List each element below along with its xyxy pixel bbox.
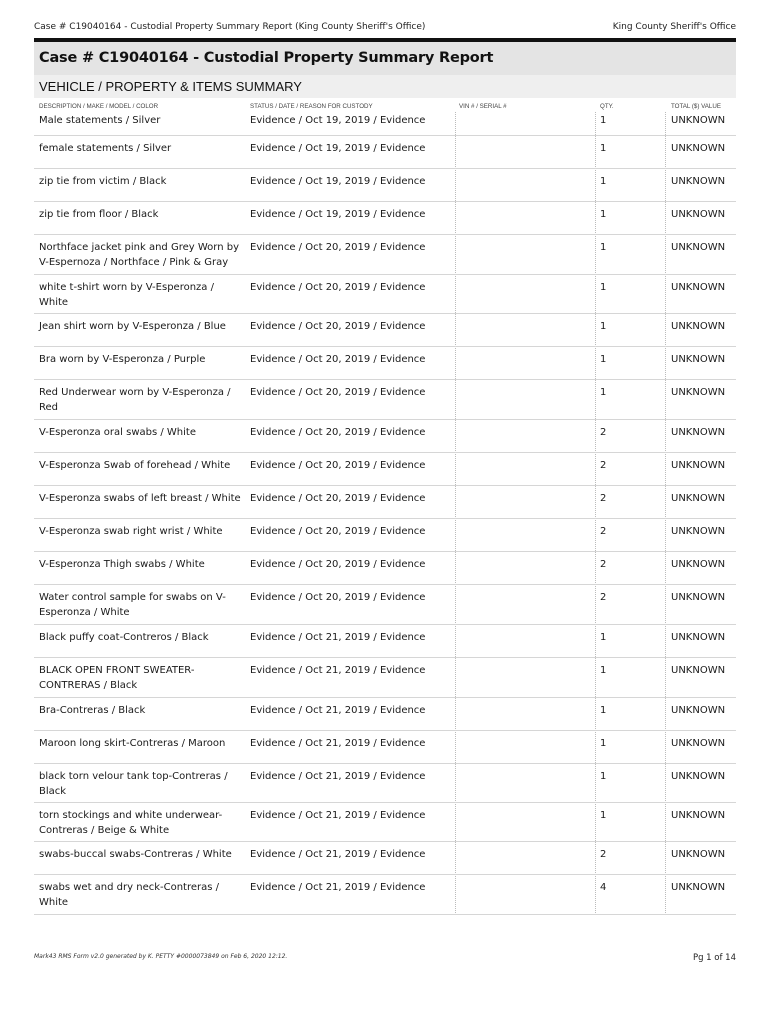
cell-qty: 1 xyxy=(600,771,607,782)
cell-status: Evidence / Oct 21, 2019 / Evidence xyxy=(250,665,426,676)
table-row xyxy=(34,519,736,552)
running-header-left: Case # C19040164 - Custodial Property Summary Report (King County Sheriff's Office) xyxy=(34,22,426,32)
table-row xyxy=(34,169,736,202)
section-title: VEHICLE / PROPERTY & ITEMS SUMMARY xyxy=(39,79,302,94)
table-row xyxy=(34,658,736,698)
table-row xyxy=(34,764,736,803)
cell-qty: 1 xyxy=(600,176,607,187)
table-row xyxy=(34,347,736,380)
cell-total-value: UNKNOWN xyxy=(671,632,726,643)
table-row xyxy=(34,202,736,235)
table-row xyxy=(34,552,736,585)
cell-total-value: UNKNOWN xyxy=(671,849,726,860)
cell-status: Evidence / Oct 20, 2019 / Evidence xyxy=(250,427,426,438)
cell-description: Black puffy coat-Contreros / Black xyxy=(39,632,209,643)
cell-qty: 1 xyxy=(600,738,607,749)
cell-qty: 1 xyxy=(600,705,607,716)
cell-description: swabs wet and dry neck-Contreras / White xyxy=(39,882,220,908)
cell-total-value: UNKNOWN xyxy=(671,242,726,253)
table-row xyxy=(34,314,736,347)
column-header-qty: QTY. xyxy=(600,103,614,110)
cell-description: Red Underwear worn by V-Esperonza / Red xyxy=(39,387,231,413)
column-header-status: STATUS / DATE / REASON FOR CUSTODY xyxy=(250,103,373,110)
cell-description: zip tie from victim / Black xyxy=(39,176,167,187)
table-row xyxy=(34,698,736,731)
page-number: Pg 1 of 14 xyxy=(692,953,736,963)
section-band xyxy=(34,75,736,98)
cell-qty: 1 xyxy=(600,282,607,293)
table-row xyxy=(34,842,736,875)
cell-status: Evidence / Oct 19, 2019 / Evidence xyxy=(250,209,426,220)
table-row xyxy=(34,731,736,764)
cell-qty: 2 xyxy=(600,493,607,504)
property-table xyxy=(34,98,736,915)
cell-status: Evidence / Oct 20, 2019 / Evidence xyxy=(250,242,426,253)
footer-generated-note: Mark43 RMS Form v2.0 generated by K. PETTY #0000073849 on Feb 6, 2020 12:12. xyxy=(34,953,288,960)
cell-description: Bra-Contreras / Black xyxy=(39,705,146,716)
cell-qty: 2 xyxy=(600,526,607,537)
cell-description: Northface jacket pink and Grey Worn by V-Espernoza / Northface / Pink & Gray xyxy=(39,242,239,268)
cell-qty: 1 xyxy=(600,321,607,332)
cell-description: Bra worn by V-Esperonza / Purple xyxy=(39,354,206,365)
cell-total-value: UNKNOWN xyxy=(671,427,726,438)
table-row xyxy=(34,275,736,314)
cell-qty: 2 xyxy=(600,592,607,603)
cell-status: Evidence / Oct 19, 2019 / Evidence xyxy=(250,143,426,154)
cell-qty: 1 xyxy=(600,387,607,398)
cell-status: Evidence / Oct 20, 2019 / Evidence xyxy=(250,592,426,603)
cell-total-value: UNKNOWN xyxy=(671,143,726,154)
cell-status: Evidence / Oct 20, 2019 / Evidence xyxy=(250,354,426,365)
cell-total-value: UNKNOWN xyxy=(671,592,726,603)
cell-description: black torn velour tank top-Contreras / Black xyxy=(39,771,228,797)
cell-description: V-Esperonza Thigh swabs / White xyxy=(39,559,205,570)
table-body xyxy=(34,112,736,915)
table-row xyxy=(34,803,736,842)
cell-total-value: UNKNOWN xyxy=(671,559,726,570)
cell-qty: 1 xyxy=(600,354,607,365)
cell-description: Water control sample for swabs on V-Esperonza / White xyxy=(39,592,226,618)
table-row xyxy=(34,453,736,486)
cell-total-value: UNKNOWN xyxy=(671,321,726,332)
cell-status: Evidence / Oct 20, 2019 / Evidence xyxy=(250,387,426,398)
cell-status: Evidence / Oct 19, 2019 / Evidence xyxy=(250,115,426,126)
cell-total-value: UNKNOWN xyxy=(671,282,726,293)
cell-status: Evidence / Oct 21, 2019 / Evidence xyxy=(250,771,426,782)
cell-total-value: UNKNOWN xyxy=(671,882,726,893)
cell-description: white t-shirt worn by V-Esperonza / White xyxy=(39,282,214,308)
cell-total-value: UNKNOWN xyxy=(671,493,726,504)
cell-total-value: UNKNOWN xyxy=(671,460,726,471)
cell-status: Evidence / Oct 21, 2019 / Evidence xyxy=(250,849,426,860)
cell-qty: 1 xyxy=(600,143,607,154)
cell-description: zip tie from floor / Black xyxy=(39,209,159,220)
cell-qty: 2 xyxy=(600,849,607,860)
cell-status: Evidence / Oct 20, 2019 / Evidence xyxy=(250,493,426,504)
cell-description: V-Esperonza swab right wrist / White xyxy=(39,526,223,537)
running-header xyxy=(34,22,736,38)
table-row xyxy=(34,420,736,453)
table-row xyxy=(34,380,736,420)
cell-qty: 1 xyxy=(600,632,607,643)
cell-total-value: UNKNOWN xyxy=(671,354,726,365)
cell-status: Evidence / Oct 21, 2019 / Evidence xyxy=(250,810,426,821)
cell-total-value: UNKNOWN xyxy=(671,526,726,537)
table-row xyxy=(34,112,736,136)
table-row xyxy=(34,136,736,169)
cell-description: Maroon long skirt-Contreras / Maroon xyxy=(39,738,226,749)
cell-total-value: UNKNOWN xyxy=(671,665,726,676)
cell-description: BLACK OPEN FRONT SWEATER-CONTRERAS / Black xyxy=(39,665,195,691)
cell-qty: 2 xyxy=(600,427,607,438)
cell-description: Male statements / Silver xyxy=(39,115,161,126)
table-row xyxy=(34,875,736,915)
cell-description: V-Esperonza oral swabs / White xyxy=(39,427,196,438)
page-title: Case # C19040164 - Custodial Property Summary Report xyxy=(39,50,494,66)
title-band xyxy=(34,42,736,75)
cell-status: Evidence / Oct 19, 2019 / Evidence xyxy=(250,176,426,187)
cell-status: Evidence / Oct 21, 2019 / Evidence xyxy=(250,738,426,749)
cell-status: Evidence / Oct 21, 2019 / Evidence xyxy=(250,632,426,643)
column-header-total: TOTAL ($) VALUE xyxy=(671,103,721,110)
cell-status: Evidence / Oct 20, 2019 / Evidence xyxy=(250,321,426,332)
cell-description: V-Esperonza swabs of left breast / White xyxy=(39,493,241,504)
cell-total-value: UNKNOWN xyxy=(671,387,726,398)
cell-total-value: UNKNOWN xyxy=(671,705,726,716)
cell-total-value: UNKNOWN xyxy=(671,738,726,749)
cell-total-value: UNKNOWN xyxy=(671,771,726,782)
cell-total-value: UNKNOWN xyxy=(671,176,726,187)
table-row xyxy=(34,625,736,658)
cell-qty: 1 xyxy=(600,810,607,821)
cell-status: Evidence / Oct 20, 2019 / Evidence xyxy=(250,282,426,293)
cell-qty: 1 xyxy=(600,242,607,253)
cell-qty: 4 xyxy=(600,882,607,893)
cell-description: torn stockings and white underwear-Contreras / Beige & White xyxy=(39,810,223,836)
column-header-row xyxy=(34,98,736,112)
cell-status: Evidence / Oct 20, 2019 / Evidence xyxy=(250,460,426,471)
cell-status: Evidence / Oct 20, 2019 / Evidence xyxy=(250,559,426,570)
cell-qty: 1 xyxy=(600,665,607,676)
cell-status: Evidence / Oct 21, 2019 / Evidence xyxy=(250,882,426,893)
table-row xyxy=(34,235,736,275)
cell-description: female statements / Silver xyxy=(39,143,172,154)
cell-status: Evidence / Oct 21, 2019 / Evidence xyxy=(250,705,426,716)
column-header-vin: VIN # / SERIAL # xyxy=(459,103,507,110)
cell-description: swabs-buccal swabs-Contreras / White xyxy=(39,849,232,860)
cell-qty: 1 xyxy=(600,115,607,126)
cell-qty: 2 xyxy=(600,559,607,570)
cell-total-value: UNKNOWN xyxy=(671,810,726,821)
cell-status: Evidence / Oct 20, 2019 / Evidence xyxy=(250,526,426,537)
cell-description: V-Esperonza Swab of forehead / White xyxy=(39,460,231,471)
cell-total-value: UNKNOWN xyxy=(671,115,726,126)
cell-qty: 1 xyxy=(600,209,607,220)
table-row xyxy=(34,486,736,519)
column-header-description: DESCRIPTION / MAKE / MODEL / COLOR xyxy=(39,103,159,110)
cell-qty: 2 xyxy=(600,460,607,471)
table-row xyxy=(34,585,736,625)
cell-total-value: UNKNOWN xyxy=(671,209,726,220)
cell-description: Jean shirt worn by V-Esperonza / Blue xyxy=(39,321,226,332)
running-header-right: King County Sheriff's Office xyxy=(612,22,736,32)
